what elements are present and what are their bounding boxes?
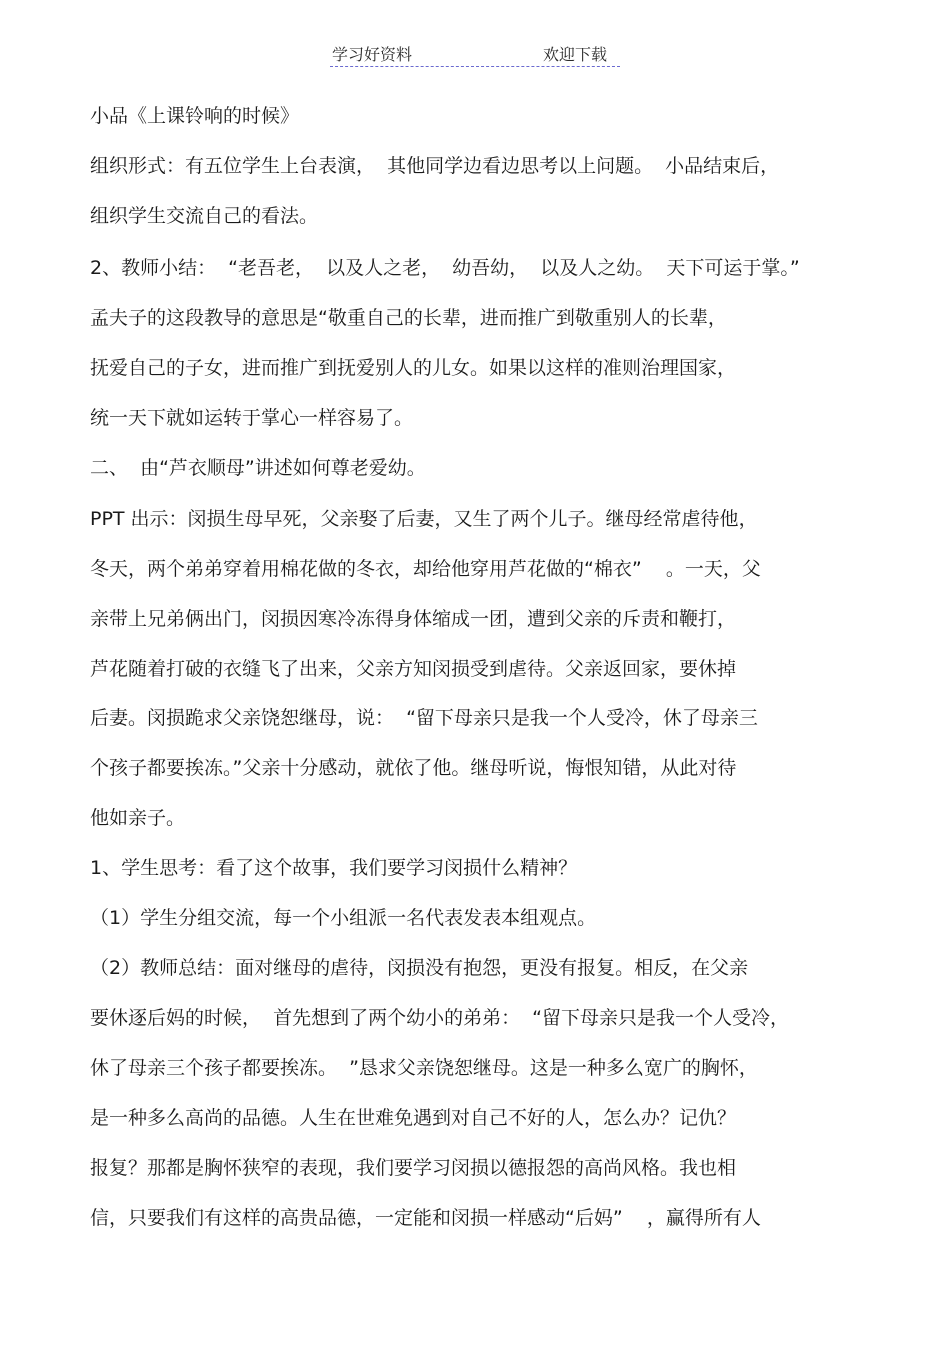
text-line: 个孩子都要挨冻。”父亲十分感动，就依了他。继母听说，悔恨知错，从此对待	[90, 757, 737, 779]
text-line: 信，只要我们有这样的高贵品德，一定能和闵损一样感动“后妈” ，赢得所有人	[90, 1207, 761, 1229]
text-line: 统一天下就如运转于掌心一样容易了。	[90, 407, 414, 429]
text-line: 后妻。闵损跪求父亲饶恕继母，说： “留下母亲只是我一个人受冷，休了母亲三	[90, 707, 758, 729]
text-line: 组织形式：有五位学生上台表演， 其他同学边看边思考以上问题。 小品结束后，	[90, 155, 780, 177]
header-left-text: 学习好资料	[332, 45, 413, 64]
text-line: （2）教师总结：面对继母的虐待，闵损没有抱怨，更没有报复。相反，在父亲	[90, 957, 749, 979]
text-line: 报复？那都是胸怀狭窄的表现，我们要学习闵损以德报怨的高尚风格。我也相	[90, 1157, 737, 1179]
text-line: （1）学生分组交流，每一个小组派一名代表发表本组观点。	[90, 907, 597, 929]
text-line: 要休逐后妈的时候， 首先想到了两个幼小的弟弟： “留下母亲只是我一个人受冷，	[90, 1007, 790, 1029]
header-right-text: 欢迎下载	[543, 45, 608, 64]
text-line: 孟夫子的这段教导的意思是“敬重自己的长辈，进而推广到敬重别人的长辈，	[90, 307, 727, 329]
text-line: 抚爱自己的子女，进而推广到抚爱别人的儿女。如果以这样的准则治理国家，	[90, 357, 737, 379]
text-line: 1、学生思考：看了这个故事，我们要学习闵损什么精神？	[90, 857, 578, 879]
text-line: 芦花随着打破的衣缝飞了出来，父亲方知闵损受到虐待。父亲返回家，要休掉	[90, 658, 737, 680]
page-header	[330, 40, 620, 67]
text-line: 冬天，两个弟弟穿着用棉花做的冬衣，却给他穿用芦花做的“棉衣” 。一天，父	[90, 558, 761, 580]
text-line: 2、教师小结： “老吾老， 以及人之老， 幼吾幼， 以及人之幼。 天下可运于掌。”	[90, 257, 800, 279]
text-line: 二、 由“芦衣顺母”讲述如何尊老爱幼。	[90, 457, 426, 479]
text-line: 休了母亲三个孩子都要挨冻。 ”恳求父亲饶恕继母。这是一种多么宽广的胸怀，	[90, 1057, 758, 1079]
text-line: 小品《上课铃响的时候》	[90, 105, 300, 127]
text-line: 是一种多么高尚的品德。人生在世难免遇到对自己不好的人，怎么办？记仇？	[90, 1107, 737, 1129]
text-line: 组织学生交流自己的看法。	[90, 205, 319, 227]
text-line: 亲带上兄弟俩出门，闵损因寒冷冻得身体缩成一团，遭到父亲的斥责和鞭打，	[90, 608, 737, 630]
text-line: PPT 出示：闵损生母早死，父亲娶了后妻，又生了两个儿子。继母经常虐待他，	[90, 508, 758, 530]
text-line: 他如亲子。	[90, 807, 186, 829]
